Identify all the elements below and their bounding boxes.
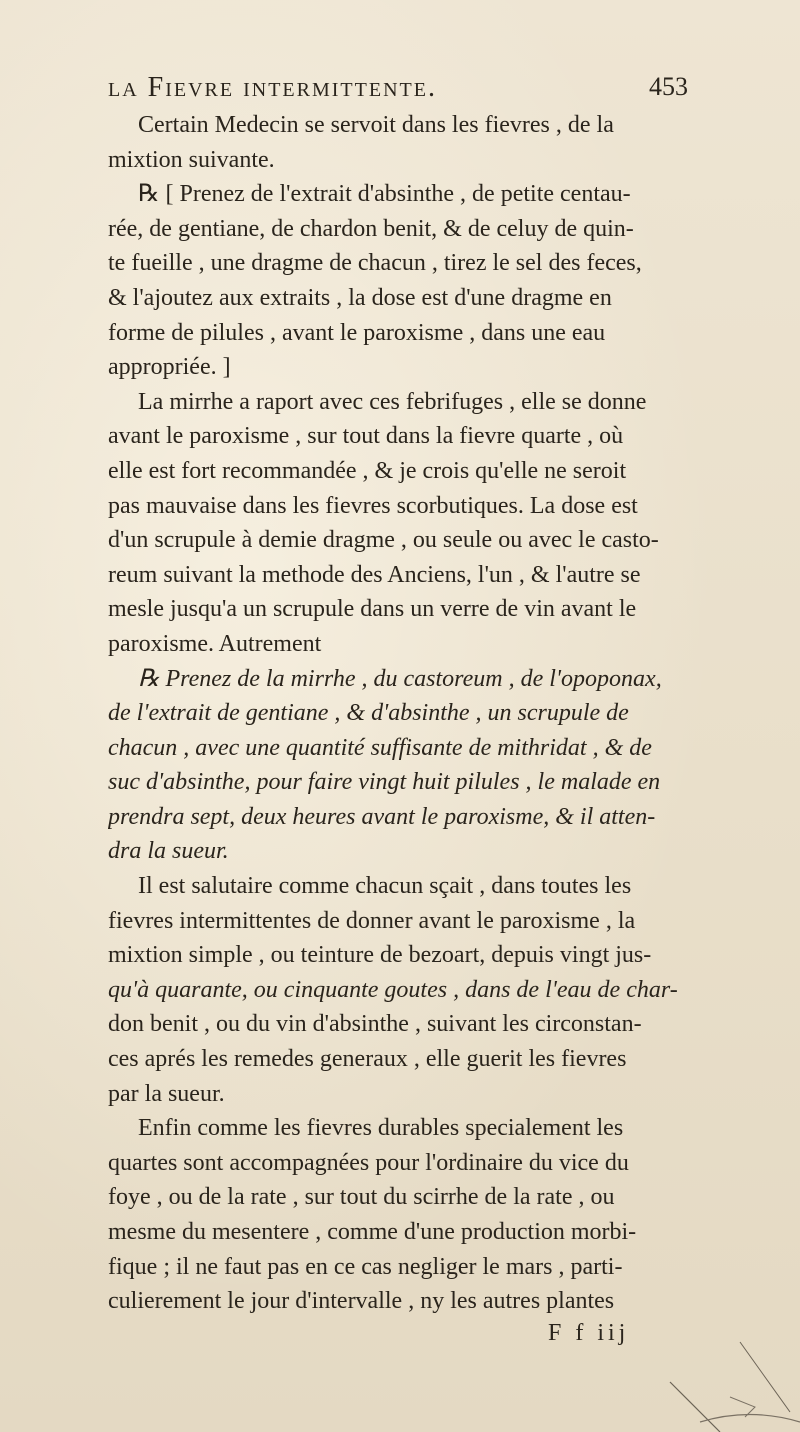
text-line: & l'ajoutez aux extraits , la dose est d'une dragme en (108, 284, 612, 311)
text-line: appropriée. ] (108, 354, 231, 381)
text-line: Enfin comme les fievres durables specialement les (138, 1115, 624, 1142)
text-line: mesme du mesentere , comme d'une production morbi- (108, 1219, 637, 1245)
text-line: Il est salutaire comme chacun sçait , dans toutes les (138, 873, 632, 900)
page-number: 453 (649, 72, 688, 101)
text-line: elle est fort recommandée , & je crois qu'elle ne seroit (108, 457, 627, 484)
text-line: par la sueur. (108, 1080, 225, 1107)
text-line: forme de pilules , avant le paroxisme , dans une eau (108, 319, 606, 346)
text-line: dra la sueur. (108, 838, 229, 865)
text-line: La mirrhe a raport avec ces febrifuges , elle se donne (138, 388, 647, 415)
text-line: mixtion suivante. (108, 146, 275, 173)
text-line: paroxisme. Autrement (108, 630, 322, 657)
text-line: d'un scrupule à demie dragme , ou seule ou avec le casto- (108, 527, 659, 554)
running-head (108, 72, 688, 108)
text-line: reum suivant la methode des Anciens, l'un , & l'autre se (108, 561, 641, 588)
text-line: fique ; il ne faut pas en ce cas negliger le mars , parti- (108, 1253, 623, 1280)
text-line: fievres intermittentes de donner avant le paroxisme , la (108, 907, 636, 934)
text-line: quartes sont accompagnées pour l'ordinaire du vice du (108, 1149, 629, 1176)
text-line: suc d'absinthe, pour faire vingt huit pilules , le malade en (108, 769, 661, 796)
text-line: mesle jusqu'a un scrupule dans un verre de vin avant le (108, 596, 637, 623)
body-text (108, 108, 688, 1319)
text-line: ℞ [ Prenez de l'extrait d'absinthe , de petite centau- (138, 181, 631, 208)
signature-mark: F f iij (548, 1320, 630, 1346)
text-line: Certain Medecin se servoit dans les fievres , de la (138, 112, 614, 138)
running-head-title: la Fievre intermittente. (108, 72, 437, 103)
text-line: prendra sept, deux heures avant le paroxisme, & il atten- (108, 803, 656, 830)
text-line: ces aprés les remedes generaux , elle guerit les fievres (108, 1046, 627, 1073)
text-line: foye , ou de la rate , sur tout du scirrhe de la rate , ou (108, 1184, 615, 1211)
text-line: don benit , ou du vin d'absinthe , suivant les circonstan- (108, 1011, 642, 1038)
text-line: chacun , avec une quantité suffisante de mithridat , & de (108, 734, 652, 761)
text-line: mixtion simple , ou teinture de bezoart, depuis vingt jus- (108, 942, 652, 969)
text-line: culierement le jour d'intervalle , ny les autres plantes (108, 1288, 615, 1315)
text-line: rée, de gentiane, de chardon benit, & de celuy de quin- (108, 215, 634, 242)
text-line: de l'extrait de gentiane , & d'absinthe , un scrupule de (108, 700, 629, 727)
text-line: te fueille , une dragme de chacun , tirez le sel des feces, (108, 250, 642, 277)
text-line: qu'à quarante, ou cinquante goutes , dans de l'eau de char- (108, 976, 678, 1003)
text-line: avant le paroxisme , sur tout dans la fievre quarte , où (108, 423, 624, 450)
text-line: ℞ Prenez de la mirrhe , du castoreum , de l'opoponax, (138, 665, 662, 692)
page-fold-corner (660, 1312, 800, 1432)
text-line: pas mauvaise dans les fievres scorbutiques. La dose est (108, 492, 638, 519)
